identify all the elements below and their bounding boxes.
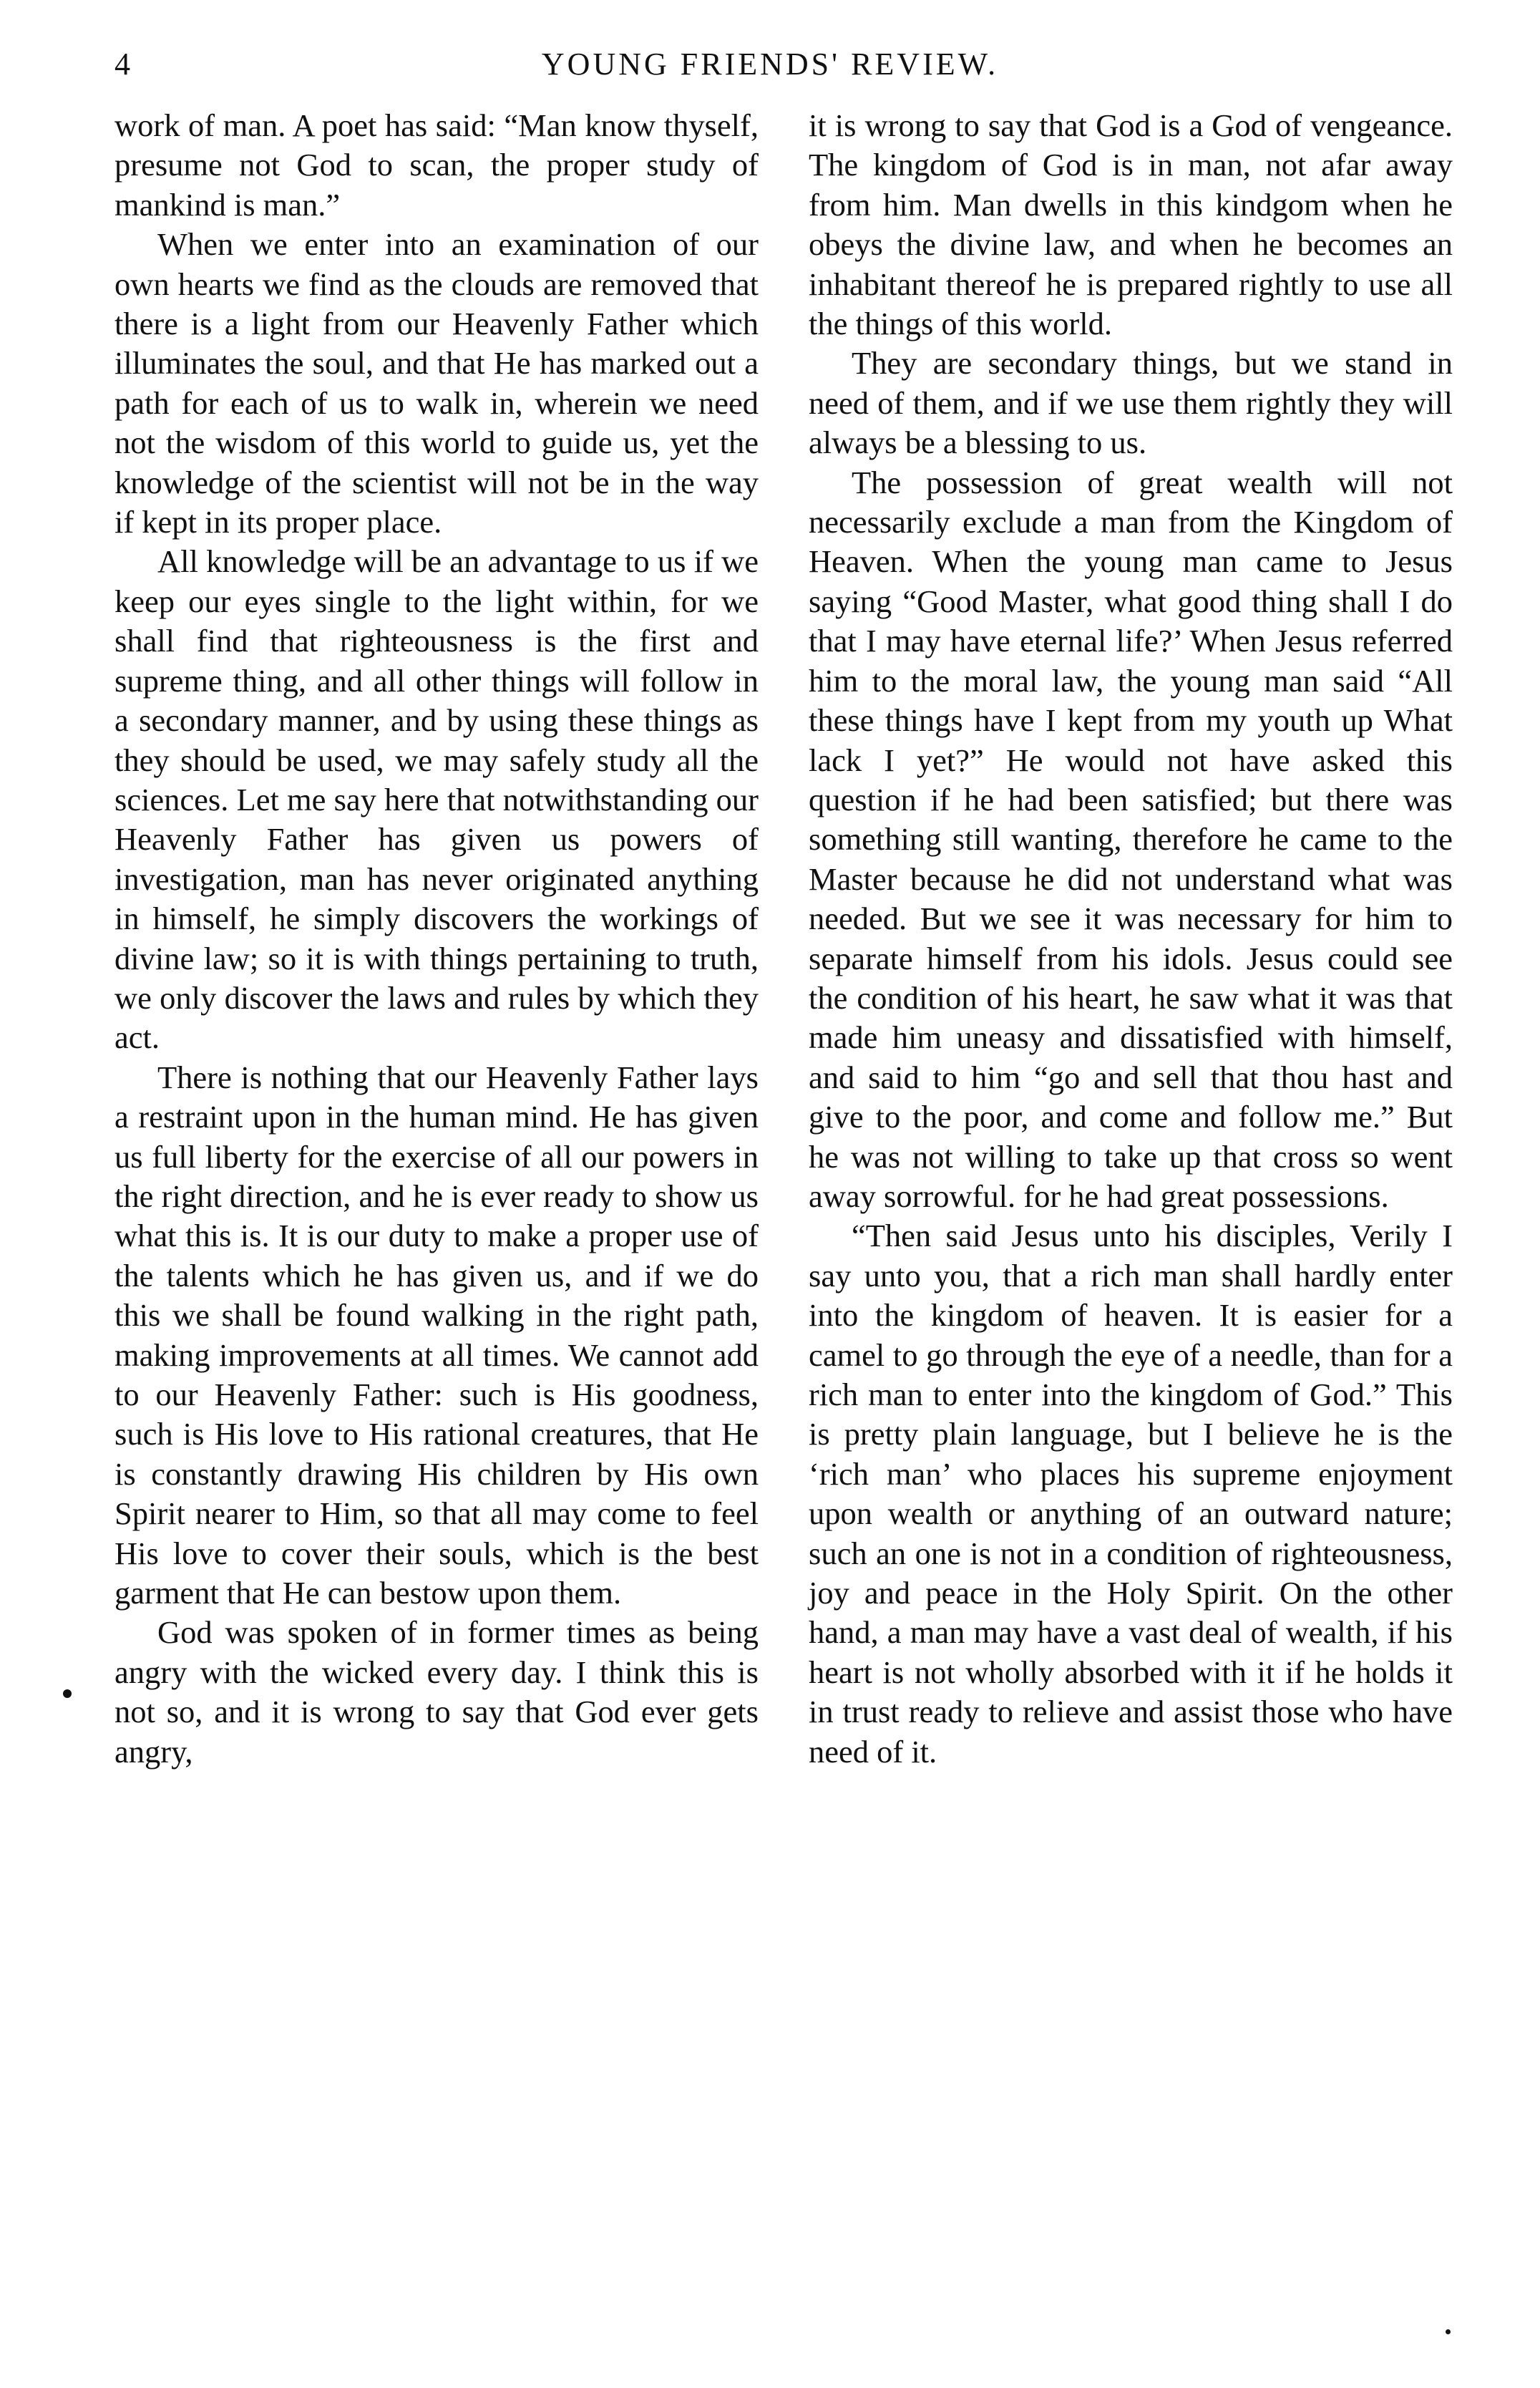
paragraph: They are secondary things, but we stand in need of them, and if we use them rightly they will always be a blessing to us. bbox=[809, 345, 1453, 461]
paragraph: There is nothing that our Heavenly Father lays a restraint upon in the human mind. He has given us full liberty for the exercise of all our powers in the right direction, and he is ever ready to show us what this is. It is our duty to make a proper use of the talents which he has given us, and if we do this we shall be found walking in the right path, making improvements at all times. We cannot add to our Heavenly Father: such is His goodness, such is His love to His rational creatures, that He is constantly drawing His children by His own Spirit nearer to Him, so that all may come to feel His love to cover their souls, which is the best garment that He can bestow upon them. bbox=[114, 1059, 759, 1611]
stray-dot bbox=[63, 1689, 72, 1698]
paragraph: it is wrong to say that God is a God of vengeance. The kingdom of God is in man, not afar away from him. Man dwells in this kindgom when he obeys the divine law, and when he becomes an inhabitant thereof he is prepared rightly to use all the things of this world. bbox=[809, 107, 1453, 342]
paragraph: work of man. A poet has said: “Man know thyself, presume not God to scan, the proper study of mankind is man.” bbox=[114, 107, 759, 223]
paragraph: All knowledge will be an advantage to us if we keep our eyes single to the light within, for we shall find that righteousness is the first and supreme thing, and all other things will follow in a secondary manner, and by using these things as they should be used, we may safely study all the sciences. Let me say here that notwithstanding our Heavenly Father has given us powers of investigation, man has never originated anything in himself, he simply discovers the workings of divine law; so it is with things pertaining to truth, we only discover the laws and rules by which they act. bbox=[114, 543, 759, 1056]
running-header: YOUNG FRIENDS' REVIEW. bbox=[541, 47, 999, 82]
left-column bbox=[114, 106, 759, 1772]
paragraph: When we enter into an examination of our own hearts we find as the clouds are removed that there is a light from our Heavenly Father which illuminates the soul, and that He has marked out a path for each of us to walk in, wherein we need not the wisdom of this world to guide us, yet the knowledge of the scientist will not be in the way if kept in its proper place. bbox=[114, 226, 759, 540]
paragraph: God was spoken of in former times as being angry with the wicked every day. I think this is not so, and it is wrong to say that God ever gets angry, bbox=[114, 1614, 759, 1770]
paragraph: The possession of great wealth will not necessarily exclude a man from the Kingdom of Heaven. When the young man came to Jesus saying “Good Master, what good thing shall I do that I may have eternal life?’ When Jesus referred him to the moral law, the young man said “All these things have I kept from my youth up What lack I yet?” He would not have asked this question if he had been satisfied; but there was something still wanting, therefore he came to the Master because he did not understand what was needed. But we see it was necessary for him to separate himself from his idols. Jesus could see the condition of his heart, he saw what it was that made him uneasy and dissatisfied with himself, and said to him “go and sell that thou hast and give to the poor, and come and follow me.” But he was not willing to take up that cross so went away sorrowful. for he had great possessions. bbox=[809, 464, 1453, 1214]
stray-dot bbox=[1446, 2329, 1451, 2334]
right-column bbox=[809, 106, 1453, 1772]
paragraph: “Then said Jesus unto his disciples, Verily I say unto you, that a rich man shall hardly enter into the kingdom of heaven. It is easier for a camel to go through the eye of a needle, than for a rich man to enter into the kingdom of God.” This is pretty plain language, but I believe he is the ‘rich man’ who places his supreme enjoyment upon wealth or anything of an outward nature; such an one is not in a condition of righteousness, joy and peace in the Holy Spirit. On the other hand, a man may have a vast deal of wealth, if his heart is not wholly absorbed with it if he holds it in trust ready to relieve and assist those who have need of it. bbox=[809, 1218, 1453, 1770]
page-number: 4 bbox=[114, 47, 130, 82]
